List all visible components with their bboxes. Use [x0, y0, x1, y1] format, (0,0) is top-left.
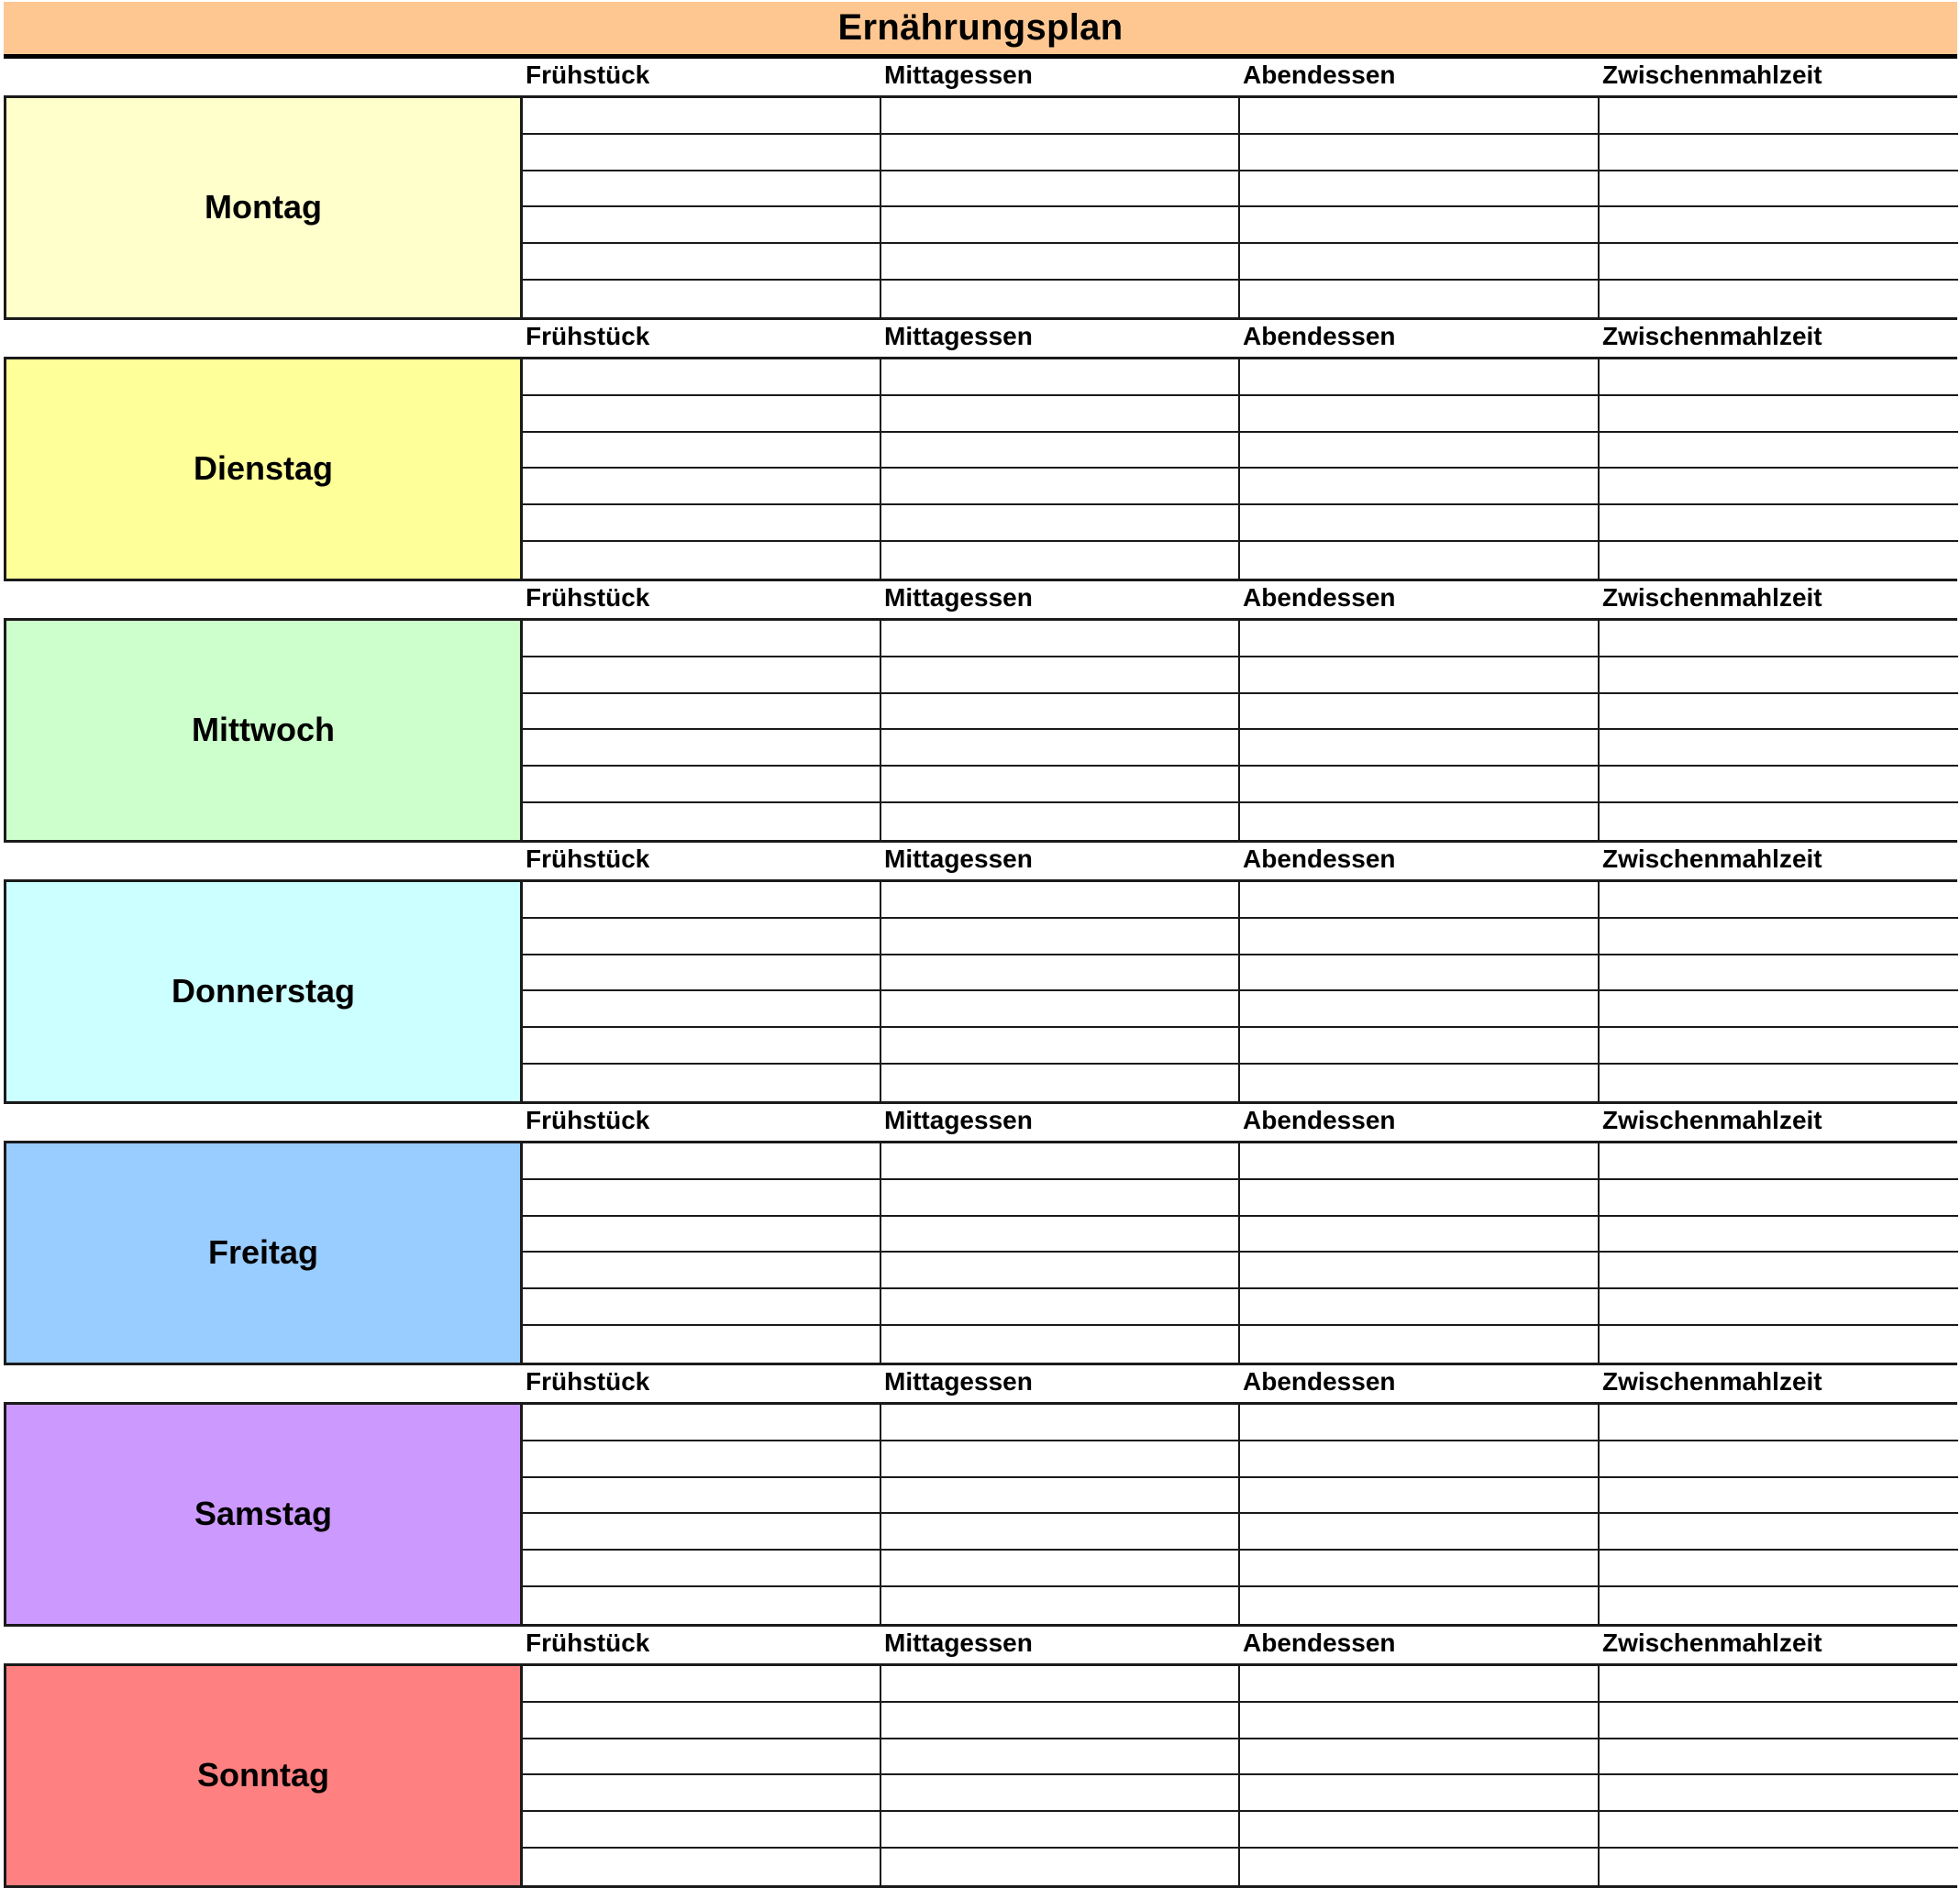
meal-entry-cell[interactable] [523, 657, 881, 694]
meal-entry-cell[interactable] [523, 135, 881, 171]
meal-entry-cell[interactable] [1240, 1253, 1600, 1289]
meal-column-header: Frühstück [526, 1106, 650, 1134]
meal-entry-cell[interactable] [1240, 767, 1600, 803]
meal-entry-cell[interactable] [523, 730, 881, 767]
meal-entry-cell[interactable] [881, 505, 1240, 542]
meal-entry-cell[interactable] [523, 359, 881, 396]
meal-entry-cell[interactable] [523, 1143, 881, 1180]
meal-entry-cell[interactable] [881, 919, 1240, 955]
day-grid [4, 1141, 1957, 1365]
meal-entry-cell[interactable] [1240, 505, 1600, 542]
meal-entry-cell[interactable] [523, 1253, 881, 1289]
meal-entry-cell[interactable] [1600, 1514, 1958, 1551]
meal-entry-cell[interactable] [1600, 991, 1958, 1028]
meal-entry-cell[interactable] [523, 98, 881, 135]
day-block-6 [4, 1627, 1957, 1888]
meal-entry-cell[interactable] [1600, 1551, 1958, 1587]
meal-column-header: Frühstück [526, 583, 650, 612]
meal-column-headers [520, 843, 1957, 878]
meal-entry-cell[interactable] [1600, 542, 1958, 579]
meal-entry-cell[interactable] [1240, 955, 1600, 992]
meal-entry-cell[interactable] [523, 1703, 881, 1739]
meal-entry-cell[interactable] [1600, 1703, 1958, 1739]
meal-entry-cell[interactable] [1240, 621, 1600, 657]
meal-entry-cell[interactable] [881, 433, 1240, 469]
meal-entry-cell[interactable] [1600, 1065, 1958, 1101]
meal-entry-cell[interactable] [881, 803, 1240, 840]
meal-entry-cell[interactable] [1600, 207, 1958, 244]
meal-entry-cell[interactable] [881, 1551, 1240, 1587]
meal-column-headers [520, 1365, 1957, 1401]
meal-entry-cell[interactable] [523, 1478, 881, 1515]
meal-entry-cell[interactable] [1240, 1849, 1600, 1885]
meal-column-header: Abendessen [1243, 61, 1396, 89]
meal-entry-cell[interactable] [881, 1514, 1240, 1551]
day-label-cell [6, 98, 523, 317]
meal-entry-cell[interactable] [881, 244, 1240, 281]
meal-entry-cell[interactable] [881, 1739, 1240, 1776]
meal-entry-cell[interactable] [1600, 1326, 1958, 1363]
meal-column-header: Zwischenmahlzeit [1602, 322, 1822, 350]
meal-entry-cell[interactable] [1600, 694, 1958, 731]
meal-column-header: Mittagessen [884, 61, 1033, 89]
meal-entry-cell[interactable] [1240, 1028, 1600, 1065]
meal-entry-cell[interactable] [881, 1849, 1240, 1885]
meal-column-header: Frühstück [526, 322, 650, 350]
day-grid [4, 1663, 1957, 1888]
meal-plan-sheet [4, 2, 1957, 1888]
meal-entry-cell[interactable] [523, 1849, 881, 1885]
meal-entry-cell[interactable] [523, 244, 881, 281]
meal-entry-cell[interactable] [523, 1514, 881, 1551]
meal-entry-cell[interactable] [1600, 433, 1958, 469]
meal-entry-cell[interactable] [523, 882, 881, 919]
meal-entry-cell[interactable] [881, 359, 1240, 396]
meal-entry-cell[interactable] [523, 803, 881, 840]
days-container [4, 59, 1957, 1888]
day-label: Sonntag [197, 1756, 329, 1794]
meal-entry-cell[interactable] [881, 281, 1240, 317]
meal-entry-cell[interactable] [881, 730, 1240, 767]
meal-entry-cell[interactable] [523, 1065, 881, 1101]
meal-entry-cell[interactable] [1240, 1441, 1600, 1478]
meal-column-header: Abendessen [1243, 1106, 1396, 1134]
meal-entry-cell[interactable] [881, 1065, 1240, 1101]
meal-entry-cell[interactable] [1240, 433, 1600, 469]
meal-entry-cell[interactable] [523, 955, 881, 992]
day-label: Dienstag [193, 449, 334, 488]
meal-entry-cell[interactable] [1240, 98, 1600, 135]
day-label-cell [6, 621, 523, 840]
day-grid [4, 357, 1957, 581]
meal-entry-cell[interactable] [1240, 281, 1600, 317]
day-label-cell [6, 1666, 523, 1885]
meal-entry-cell[interactable] [1240, 1551, 1600, 1587]
meal-column-header: Abendessen [1243, 1367, 1396, 1396]
meal-entry-cell[interactable] [1600, 244, 1958, 281]
meal-entry-cell[interactable] [881, 207, 1240, 244]
meal-entry-cell[interactable] [1240, 244, 1600, 281]
meal-entry-cell[interactable] [1600, 359, 1958, 396]
meal-entry-cell[interactable] [1240, 882, 1600, 919]
meal-entry-cell[interactable] [1600, 1180, 1958, 1217]
meal-entry-cell[interactable] [1600, 955, 1958, 992]
meal-entry-cell[interactable] [1600, 1405, 1958, 1441]
meal-entry-cell[interactable] [1240, 1326, 1600, 1363]
meal-entry-cell[interactable] [1600, 767, 1958, 803]
meal-entry-cell[interactable] [881, 1812, 1240, 1849]
meal-entry-cell[interactable] [881, 1253, 1240, 1289]
meal-entry-cell[interactable] [1240, 1143, 1600, 1180]
meal-entry-cell[interactable] [1600, 1587, 1958, 1624]
meal-entry-cell[interactable] [881, 767, 1240, 803]
meal-entry-cell[interactable] [881, 135, 1240, 171]
meal-entry-cell[interactable] [523, 469, 881, 505]
meal-entry-cell[interactable] [881, 657, 1240, 694]
meal-entry-cell[interactable] [523, 542, 881, 579]
meal-entry-cell[interactable] [1600, 1217, 1958, 1253]
meal-entry-cell[interactable] [1600, 396, 1958, 433]
meal-entry-cell[interactable] [881, 542, 1240, 579]
day-block-1 [4, 320, 1957, 581]
meal-entry-cell[interactable] [523, 1028, 881, 1065]
meal-entry-cell[interactable] [881, 694, 1240, 731]
meal-entry-cell[interactable] [1240, 1587, 1600, 1624]
meal-entry-cell[interactable] [1240, 1217, 1600, 1253]
meal-column-header: Zwischenmahlzeit [1602, 845, 1822, 873]
meal-entry-cell[interactable] [523, 396, 881, 433]
meal-entry-cell[interactable] [881, 1478, 1240, 1515]
meal-entry-cell[interactable] [881, 1217, 1240, 1253]
meal-column-header: Abendessen [1243, 1629, 1396, 1657]
meal-entry-cell[interactable] [881, 991, 1240, 1028]
meal-entry-cell[interactable] [1240, 359, 1600, 396]
meal-entry-cell[interactable] [523, 281, 881, 317]
meal-column-header: Mittagessen [884, 1106, 1033, 1134]
meal-entry-cell[interactable] [523, 505, 881, 542]
meal-entry-cell[interactable] [1600, 803, 1958, 840]
day-label-cell [6, 1143, 523, 1363]
meal-entry-cell[interactable] [1600, 1028, 1958, 1065]
meal-entry-cell[interactable] [523, 433, 881, 469]
meal-entry-cell[interactable] [881, 621, 1240, 657]
meal-entry-cell[interactable] [881, 1703, 1240, 1739]
meal-entry-cell[interactable] [523, 919, 881, 955]
meal-entry-cell[interactable] [1600, 657, 1958, 694]
meal-entry-cell[interactable] [881, 1775, 1240, 1812]
meal-entry-cell[interactable] [1240, 171, 1600, 208]
meal-entry-cell[interactable] [1600, 98, 1958, 135]
meal-entry-cell[interactable] [1240, 1739, 1600, 1776]
meal-entry-cell[interactable] [881, 1441, 1240, 1478]
meal-entry-cell[interactable] [1240, 1405, 1600, 1441]
meal-entry-cell[interactable] [881, 882, 1240, 919]
day-grid [4, 618, 1957, 843]
meal-column-header: Frühstück [526, 1367, 650, 1396]
meal-entry-cell[interactable] [523, 1405, 881, 1441]
meal-entry-cell[interactable] [1240, 469, 1600, 505]
meal-entry-cell[interactable] [1600, 1739, 1958, 1776]
meal-column-headers [520, 581, 1957, 617]
meal-entry-cell[interactable] [1240, 657, 1600, 694]
meal-column-header: Frühstück [526, 61, 650, 89]
meal-column-header: Mittagessen [884, 1629, 1033, 1657]
meal-entry-cell[interactable] [523, 1326, 881, 1363]
meal-entry-cell[interactable] [1600, 1849, 1958, 1885]
meal-entry-cell[interactable] [523, 1289, 881, 1326]
meal-entry-cell[interactable] [1600, 1812, 1958, 1849]
meal-entry-cell[interactable] [523, 1587, 881, 1624]
meal-entry-cell[interactable] [523, 207, 881, 244]
meal-entry-cell[interactable] [1240, 1478, 1600, 1515]
day-label: Samstag [194, 1495, 333, 1533]
meal-entry-cell[interactable] [1600, 919, 1958, 955]
meal-entry-cell[interactable] [1600, 505, 1958, 542]
meal-entry-cell[interactable] [1240, 991, 1600, 1028]
meal-column-header: Zwischenmahlzeit [1602, 1106, 1822, 1134]
meal-entry-cell[interactable] [1240, 1812, 1600, 1849]
meal-column-header: Mittagessen [884, 583, 1033, 612]
meal-entry-cell[interactable] [1600, 1441, 1958, 1478]
meal-entry-cell[interactable] [881, 1405, 1240, 1441]
meal-entry-cell[interactable] [523, 621, 881, 657]
meal-column-headers [520, 320, 1957, 356]
meal-entry-cell[interactable] [881, 171, 1240, 208]
meal-column-header: Zwischenmahlzeit [1602, 61, 1822, 89]
day-label-cell [6, 359, 523, 579]
meal-entry-cell[interactable] [881, 469, 1240, 505]
day-grid [4, 879, 1957, 1104]
meal-entry-cell[interactable] [1600, 171, 1958, 208]
meal-column-header: Mittagessen [884, 322, 1033, 350]
meal-entry-cell[interactable] [1240, 694, 1600, 731]
meal-column-header: Abendessen [1243, 845, 1396, 873]
meal-column-header: Zwischenmahlzeit [1602, 583, 1822, 612]
meal-entry-cell[interactable] [881, 1143, 1240, 1180]
meal-entry-cell[interactable] [1240, 1514, 1600, 1551]
meal-entry-cell[interactable] [881, 396, 1240, 433]
meal-entry-cell[interactable] [523, 1666, 881, 1703]
meal-entry-cell[interactable] [1240, 1775, 1600, 1812]
day-grid [4, 1402, 1957, 1627]
meal-entry-cell[interactable] [881, 1289, 1240, 1326]
meal-entry-cell[interactable] [1240, 1180, 1600, 1217]
meal-entry-cell[interactable] [881, 955, 1240, 992]
meal-entry-cell[interactable] [1240, 1065, 1600, 1101]
meal-entry-cell[interactable] [523, 1217, 881, 1253]
meal-column-header: Zwischenmahlzeit [1602, 1629, 1822, 1657]
day-block-5 [4, 1365, 1957, 1627]
meal-entry-cell[interactable] [1240, 396, 1600, 433]
meal-entry-cell[interactable] [1600, 730, 1958, 767]
meal-entry-cell[interactable] [1600, 1253, 1958, 1289]
meal-entry-cell[interactable] [523, 1812, 881, 1849]
day-block-0 [4, 59, 1957, 320]
meal-entry-cell[interactable] [1240, 542, 1600, 579]
meal-column-header: Abendessen [1243, 322, 1396, 350]
meal-column-headers [520, 1627, 1957, 1662]
meal-entry-cell[interactable] [523, 1775, 881, 1812]
meal-column-header: Mittagessen [884, 845, 1033, 873]
meal-entry-cell[interactable] [523, 694, 881, 731]
meal-column-headers [520, 59, 1957, 94]
meal-entry-cell[interactable] [523, 1739, 881, 1776]
meal-entry-cell[interactable] [523, 1551, 881, 1587]
day-grid [4, 95, 1957, 320]
day-label: Freitag [207, 1233, 319, 1272]
day-label-cell [6, 882, 523, 1101]
day-block-4 [4, 1104, 1957, 1365]
meal-entry-cell[interactable] [1600, 1666, 1958, 1703]
meal-entry-cell[interactable] [1600, 135, 1958, 171]
meal-entry-cell[interactable] [881, 1028, 1240, 1065]
meal-entry-cell[interactable] [523, 991, 881, 1028]
meal-entry-cell[interactable] [523, 767, 881, 803]
meal-entry-cell[interactable] [1600, 281, 1958, 317]
day-label: Montag [205, 188, 322, 226]
day-label-cell [6, 1405, 523, 1624]
meal-column-header: Zwischenmahlzeit [1602, 1367, 1822, 1396]
meal-entry-cell[interactable] [881, 1180, 1240, 1217]
meal-column-header: Mittagessen [884, 1367, 1033, 1396]
meal-column-header: Abendessen [1243, 583, 1396, 612]
meal-column-header: Frühstück [526, 1629, 650, 1657]
meal-entry-cell[interactable] [523, 1180, 881, 1217]
meal-entry-cell[interactable] [1240, 803, 1600, 840]
title-bar [4, 2, 1957, 59]
meal-entry-cell[interactable] [881, 1666, 1240, 1703]
day-block-3 [4, 843, 1957, 1104]
day-block-2 [4, 581, 1957, 843]
meal-entry-cell[interactable] [1240, 135, 1600, 171]
meal-entry-cell[interactable] [1240, 1666, 1600, 1703]
meal-entry-cell[interactable] [1600, 1143, 1958, 1180]
page-title: Ernährungsplan [837, 7, 1124, 48]
meal-entry-cell[interactable] [1240, 1289, 1600, 1326]
meal-entry-cell[interactable] [1240, 207, 1600, 244]
meal-entry-cell[interactable] [881, 1326, 1240, 1363]
meal-entry-cell[interactable] [881, 98, 1240, 135]
meal-entry-cell[interactable] [881, 1587, 1240, 1624]
day-label: Mittwoch [192, 711, 335, 749]
meal-entry-cell[interactable] [1600, 1478, 1958, 1515]
meal-entry-cell[interactable] [1240, 730, 1600, 767]
meal-entry-cell[interactable] [1600, 469, 1958, 505]
meal-entry-cell[interactable] [523, 1441, 881, 1478]
meal-entry-cell[interactable] [1240, 919, 1600, 955]
meal-column-headers [520, 1104, 1957, 1140]
day-label: Donnerstag [171, 972, 356, 1010]
meal-entry-cell[interactable] [1600, 882, 1958, 919]
meal-entry-cell[interactable] [1600, 621, 1958, 657]
meal-entry-cell[interactable] [1600, 1289, 1958, 1326]
meal-column-header: Frühstück [526, 845, 650, 873]
meal-entry-cell[interactable] [523, 171, 881, 208]
meal-entry-cell[interactable] [1240, 1703, 1600, 1739]
meal-entry-cell[interactable] [1600, 1775, 1958, 1812]
